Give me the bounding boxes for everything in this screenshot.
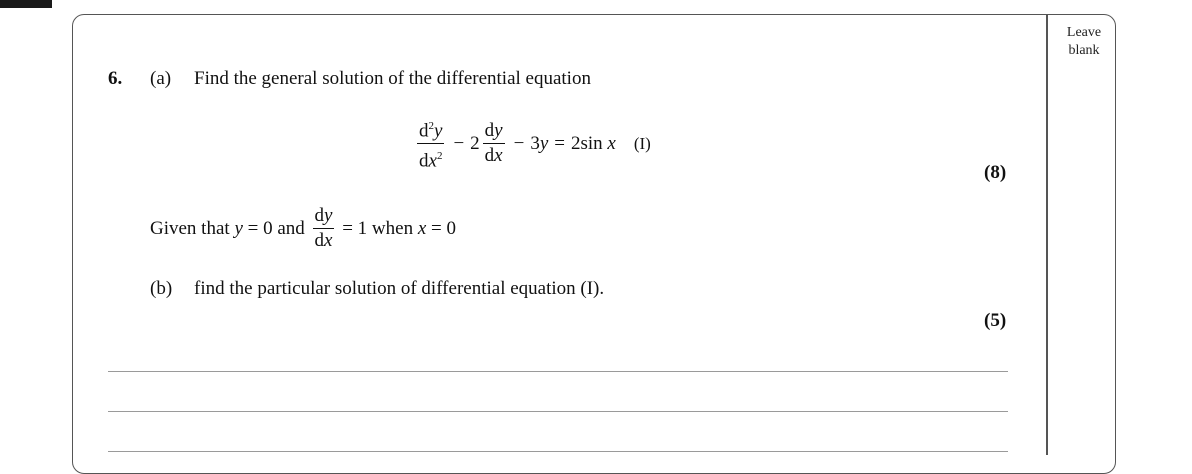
- differential-equation: [414, 114, 651, 174]
- leave-blank-divider: [1046, 15, 1048, 455]
- part-a-text: Find the general solution of the differential equation: [194, 68, 591, 89]
- third-term: 3y: [530, 132, 549, 154]
- leave-text: Leave: [1066, 25, 1102, 40]
- rhs: 2sin x: [570, 132, 616, 154]
- part-b-label: (b): [150, 278, 173, 299]
- part-a-label: (a): [150, 68, 172, 89]
- equation-label: (I): [633, 133, 651, 153]
- answer-line: [108, 451, 1008, 452]
- leave-blank-label: [1056, 24, 1112, 60]
- answer-line: [108, 411, 1008, 412]
- first-derivative-fraction: $\frac{dy}{dx}$: [484, 120, 503, 167]
- part-b-marks: (5): [984, 310, 1007, 331]
- page-corner-bar: [0, 0, 52, 8]
- coefficient: 2: [470, 132, 480, 154]
- given-conditions: Given that y = 0 and $\frac{dy}{dx}$ = 1 when x = 0: [150, 205, 456, 251]
- equals-sign: =: [554, 132, 565, 154]
- answer-line: [108, 371, 1008, 372]
- blank-text: blank: [1068, 43, 1100, 58]
- part-a-marks: (8): [984, 162, 1007, 183]
- second-derivative-fraction: $\frac{d^2y}{dx^2}$: [419, 120, 443, 172]
- dy-dx-fraction: $\frac{dy}{dx}$: [314, 205, 333, 251]
- part-b-text: find the particular solution of differential equation (I).: [194, 278, 605, 299]
- minus-sign: −: [513, 132, 525, 154]
- minus-sign: −: [453, 132, 465, 154]
- question-number: 6.: [108, 68, 123, 89]
